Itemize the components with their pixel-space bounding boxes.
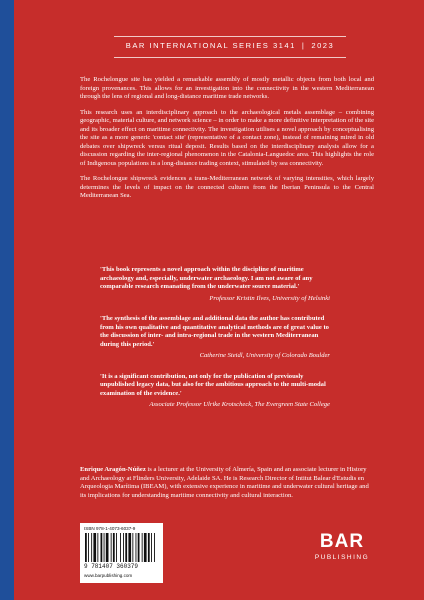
author-bio bbox=[80, 466, 374, 500]
blurb bbox=[80, 76, 374, 208]
endorsements bbox=[80, 266, 374, 422]
barcode-stripe bbox=[97, 533, 98, 562]
barcode-stripe bbox=[148, 533, 150, 562]
barcode-stripe bbox=[106, 533, 109, 562]
logo-subtitle: PUBLISHING bbox=[314, 554, 370, 561]
header-bottom-rule bbox=[114, 57, 346, 58]
endorsement-text: 'The synthesis of the assemblage and additional data the author has contributed from his own qualitative and quantitative analytical methods are of great value to the discussion of inter- and intra-regional trade in the western Mediterranean during this period.' bbox=[100, 315, 329, 348]
endorsement-cite: Professor Kristin Ilves, University of Helsinki bbox=[209, 294, 330, 302]
barcode-stripe bbox=[85, 533, 87, 562]
barcode-stripe bbox=[120, 533, 121, 562]
barcode-stripe bbox=[93, 533, 96, 562]
blurb-paragraph: The Rochelongue site has yielded a remarkable assembly of mostly metallic objects from both local and foreign provenances. This allows for an investigation into the connectivity in the western Mediterranean through the lens of regional and long-distance maritime trade networks. bbox=[80, 76, 374, 100]
barcode-stripe bbox=[125, 533, 127, 562]
endorsement-cite: Associate Professor Ulrike Krotscheck, The Evergreen State College bbox=[149, 401, 330, 408]
isbn-barcode-box bbox=[80, 523, 163, 583]
barcode-stripe bbox=[136, 533, 137, 562]
isbn-label: ISBN 978-1-4073-6037-9 bbox=[84, 526, 136, 531]
header-top-rule bbox=[114, 36, 346, 37]
endorsement bbox=[100, 315, 330, 361]
barcode-stripe bbox=[128, 533, 131, 562]
barcode-stripe bbox=[91, 533, 92, 562]
barcode-stripe bbox=[101, 533, 103, 562]
barcode-stripe bbox=[132, 533, 133, 562]
series-year: 2023 bbox=[311, 41, 335, 50]
barcode-stripe bbox=[104, 533, 105, 562]
barcode-stripe bbox=[113, 533, 115, 562]
barcode-stripe bbox=[154, 533, 155, 562]
barcode-stripe bbox=[111, 533, 112, 562]
endorsement bbox=[100, 373, 330, 410]
barcode-stripe bbox=[123, 533, 124, 562]
barcode-stripe bbox=[138, 533, 140, 562]
series-divider: | bbox=[301, 41, 306, 50]
blurb-paragraph: The Rochelongue shipwreck evidences a trans-Mediterranean network of varying intensities, which largely determines the levels of impact on the connected cultures from the Iberian Peninsula to the Central Mediterranean Sea. bbox=[80, 175, 374, 199]
endorsement-text: 'It is a significant contribution, not only for the publication of previously unpublished legacy data, but also for the ambitious approach to the multi-modal examination of the evidence.' bbox=[100, 372, 326, 397]
spine-strip bbox=[0, 0, 14, 600]
barcode-stripe bbox=[88, 533, 89, 562]
barcode-stripe bbox=[142, 533, 143, 562]
blurb-paragraph: This research uses an interdisciplinary approach to the archaeological metals assemblage – combining geographic, material culture, and network science – in order to make a more definitive interpretation of the site and its broader effect on maritime connectivity. The investigation utilises a novel approach by conceptualising the site as a more generic 'contact site' (representative of a contact zone), instead of remaining mired in old debates over shipwreck versus ritual deposit. Results based on the interdisciplinary analysis allow for a discussion regarding the inter-regional phenomenon in the Catalonia-Languedoc area. This highlights the role of Indigenous populations in a long-distance trading context, stimulated by sea connectivity. bbox=[80, 108, 374, 167]
endorsement-text: 'This book represents a novel approach within the discipline of maritime archaeology and, especially, underwater archaeology. I am not aware of any comparable research emanating from the underwater source material.' bbox=[100, 266, 313, 290]
series-line bbox=[114, 41, 346, 50]
barcode-stripe bbox=[151, 533, 152, 562]
endorsement bbox=[100, 266, 330, 303]
publisher-url: www.barpublishing.com bbox=[84, 573, 133, 578]
logo-mark: BAR bbox=[319, 531, 365, 552]
author-bio-text: is a lecturer at the University of Almería, Spain and an associate lecturer in History and Archaeology at Flinders University, Adelaide SA. He is Research Director of Intitut Balear d'Estudis en Arqueologia Marítima (IBEAM), with extensive experience in maritime and underwater cultural heritage and its implications for understanding maritime connectivity and cultural interaction. bbox=[80, 466, 369, 499]
endorsement-cite: Catherine Steidl, University of Colorado Boulder bbox=[199, 352, 330, 359]
barcode-stripe bbox=[144, 533, 147, 562]
author-name: Enrique Aragón-Núñez bbox=[80, 466, 146, 473]
series-header bbox=[114, 36, 346, 58]
barcode-stripe bbox=[116, 533, 117, 562]
barcode-digits: 9 781407 360379 bbox=[84, 563, 139, 570]
bar-publishing-logo bbox=[312, 532, 372, 561]
barcode-icon bbox=[85, 533, 158, 562]
series-title: BAR INTERNATIONAL SERIES 3141 bbox=[125, 41, 296, 50]
